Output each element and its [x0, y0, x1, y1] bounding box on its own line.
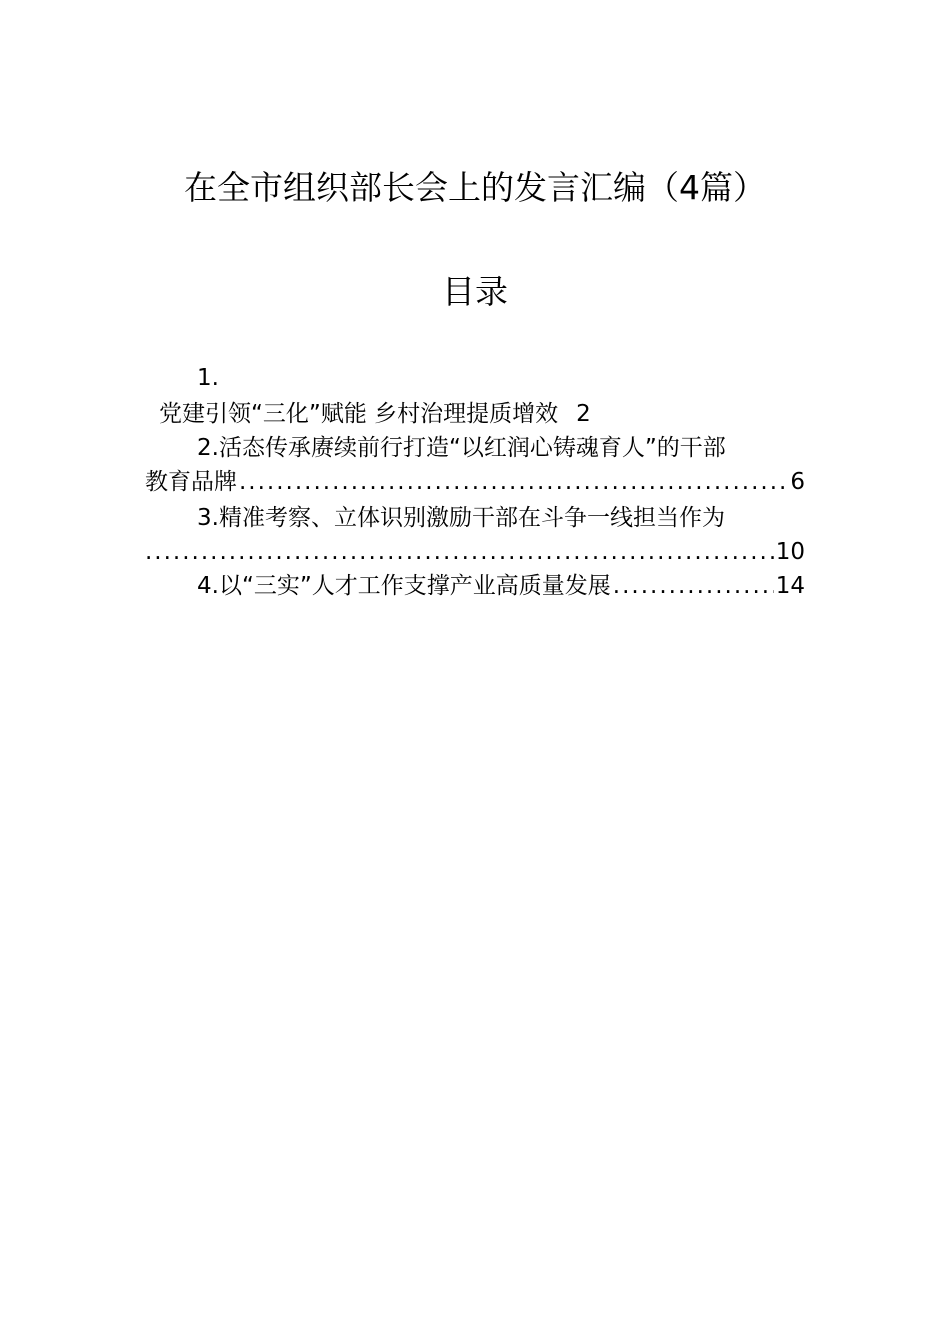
toc-entry-number: 4. [197, 573, 219, 599]
toc-entry-1-number[interactable] [145, 360, 857, 396]
toc-entry-number: 2. [197, 435, 219, 461]
toc-entry-title: 党建引领“三化”赋能 乡村治理提质增效 [159, 401, 559, 427]
toc-entry-2[interactable] [145, 430, 857, 466]
toc-leader-dots [613, 568, 774, 604]
toc-entry-number: 1. [197, 365, 219, 391]
toc-entry-3-continued[interactable] [145, 534, 805, 570]
toc-leader-dots [145, 534, 774, 570]
toc-entry-page: 10 [775, 539, 805, 565]
toc-entry-page: 6 [790, 469, 805, 495]
toc-entry-4[interactable] [145, 568, 805, 604]
toc-entry-page: 14 [775, 573, 805, 599]
document-title: 在全市组织部长会上的发言汇编（4篇） [184, 168, 766, 207]
toc-entry-title: 以“三实”人才工作支撑产业高质量发展 [218, 573, 611, 599]
toc-entry-1[interactable] [145, 396, 819, 432]
toc-entry-2-continued[interactable] [145, 464, 805, 500]
toc-leader-dots [239, 464, 788, 500]
toc-heading: 目录 [442, 272, 508, 311]
toc-entry-page: 2 [576, 401, 591, 427]
toc-entry-number: 3. [197, 505, 219, 531]
toc-entry-title: 精准考察、立体识别激励干部在斗争一线担当作为 [218, 505, 725, 531]
toc-entry-3[interactable] [145, 500, 857, 536]
toc-entry-title: 活态传承赓续前行打造“以红润心铸魂育人”的干部 [218, 435, 726, 461]
toc-entry-title-continued: 教育品牌 [145, 469, 237, 495]
